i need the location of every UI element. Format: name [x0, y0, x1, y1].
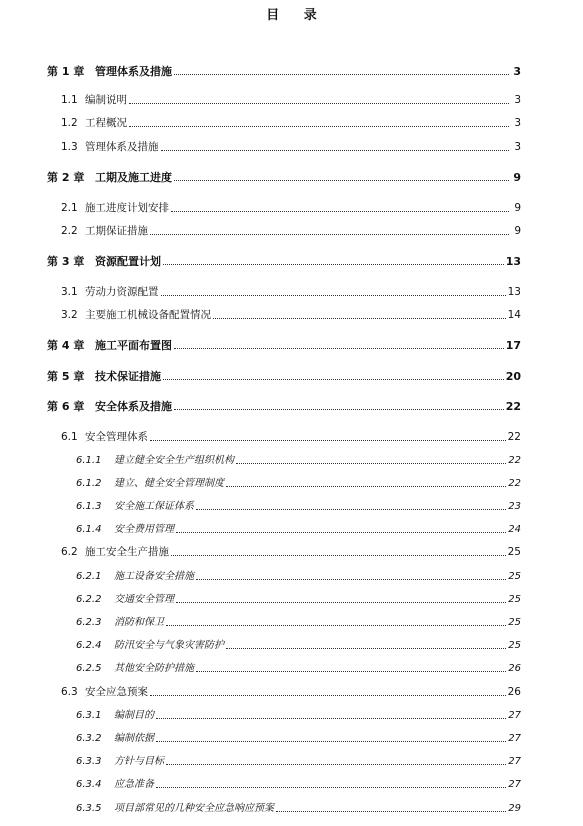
toc-entry-page-number: 25 — [507, 546, 521, 558]
toc-entry-number: 1.2 — [61, 117, 78, 129]
toc-dot-leader — [156, 740, 506, 742]
toc-entry-level-3[interactable] — [76, 729, 521, 745]
toc-entry-title: 管理体系及措施 — [95, 65, 172, 78]
toc-entry-number: 第 4 章 — [47, 339, 85, 352]
toc-entry-level-3[interactable] — [76, 590, 521, 606]
toc-entry-level-2[interactable] — [61, 543, 521, 559]
toc-entry-number: 6.2.3 — [76, 617, 102, 628]
toc-entry-page-number: 17 — [505, 339, 521, 352]
toc-entry-page-number: 25 — [508, 617, 521, 628]
toc-entry-title: 应急准备 — [114, 779, 154, 790]
toc-entry-number: 6.2 — [61, 546, 78, 558]
toc-entry-number: 6.1.3 — [76, 501, 102, 512]
toc-entry-level-3[interactable] — [76, 497, 521, 513]
toc-entry-title: 资源配置计划 — [95, 255, 161, 268]
toc-entry-page-number: 13 — [507, 286, 521, 298]
toc-dot-leader — [156, 717, 506, 719]
toc-entry-number: 6.2.4 — [76, 640, 102, 651]
toc-dot-leader — [171, 554, 506, 556]
toc-entry-number: 1.3 — [61, 141, 78, 153]
toc-entry-number: 3.1 — [61, 286, 78, 298]
toc-entry-page-number: 27 — [508, 756, 521, 767]
toc-dot-leader — [150, 439, 506, 441]
toc-entry-title: 施工平面布置图 — [95, 339, 172, 352]
toc-entry-page-number: 22 — [508, 455, 521, 466]
toc-entry-number: 6.3.1 — [76, 710, 102, 721]
toc-entry-number: 6.2.2 — [76, 594, 102, 605]
toc-entry-title: 工期保证措施 — [85, 225, 148, 237]
toc-entry-number: 第 3 章 — [47, 255, 85, 268]
toc-entry-page-number: 27 — [508, 733, 521, 744]
toc-entry-number: 1.1 — [61, 94, 78, 106]
toc-dot-leader — [161, 294, 506, 296]
toc-entry-number: 6.3 — [61, 686, 78, 698]
toc-entry-number: 6.3.2 — [76, 733, 102, 744]
toc-dot-leader — [150, 233, 509, 235]
toc-entry-page-number: 27 — [508, 710, 521, 721]
toc-entry-title: 其他安全防护措施 — [114, 663, 194, 674]
toc-entry-level-1[interactable] — [47, 252, 521, 268]
toc-entry-level-3[interactable] — [76, 636, 521, 652]
toc-dot-leader — [174, 179, 509, 181]
toc-entry-title: 交通安全管理 — [114, 594, 174, 605]
toc-entry-level-2[interactable] — [61, 91, 521, 107]
toc-entry-title: 防汛安全与气象灾害防护 — [114, 640, 224, 651]
toc-entry-number: 第 6 章 — [47, 400, 85, 413]
toc-entry-level-3[interactable] — [76, 752, 521, 768]
toc-entry-page-number: 27 — [508, 779, 521, 790]
toc-entry-number: 6.1 — [61, 431, 78, 443]
toc-entry-page-number: 22 — [505, 400, 521, 413]
toc-entry-title: 项目部常见的几种安全应急响应预案 — [114, 803, 274, 814]
toc-entry-level-2[interactable] — [61, 138, 521, 154]
toc-entry-level-1[interactable] — [47, 336, 521, 352]
toc-entry-title: 编制目的 — [114, 710, 154, 721]
toc-entry-level-2[interactable] — [61, 683, 521, 699]
toc-entry-title: 建立、健全安全管理制度 — [114, 478, 224, 489]
toc-dot-leader — [174, 408, 504, 410]
toc-dot-leader — [161, 149, 510, 151]
toc-dot-leader — [166, 763, 506, 765]
toc-entry-level-3[interactable] — [76, 520, 521, 536]
toc-entry-number: 6.3.3 — [76, 756, 102, 767]
toc-entry-page-number: 13 — [505, 255, 521, 268]
toc-entry-page-number: 24 — [508, 524, 521, 535]
toc-entry-page-number: 14 — [507, 309, 521, 321]
toc-dot-leader — [174, 347, 504, 349]
toc-dot-leader — [129, 102, 509, 104]
toc-entry-level-3[interactable] — [76, 451, 521, 467]
toc-entry-page-number: 26 — [508, 663, 521, 674]
toc-entry-number: 6.1.4 — [76, 524, 102, 535]
toc-entry-level-3[interactable] — [76, 567, 521, 583]
page-title: 目 录 — [266, 8, 327, 23]
toc-entry-page-number: 9 — [514, 225, 521, 237]
toc-entry-page-number: 25 — [508, 640, 521, 651]
toc-dot-leader — [129, 125, 509, 127]
toc-entry-title: 安全体系及措施 — [95, 400, 172, 413]
toc-entry-page-number: 25 — [508, 571, 521, 582]
toc-dot-leader — [163, 263, 504, 265]
toc-entry-number: 第 2 章 — [47, 171, 85, 184]
toc-entry-level-2[interactable] — [61, 428, 521, 444]
toc-entry-page-number: 26 — [507, 686, 521, 698]
toc-entry-number: 第 1 章 — [47, 65, 85, 78]
toc-dot-leader — [276, 810, 506, 812]
toc-dot-leader — [150, 694, 506, 696]
toc-entry-level-2[interactable] — [61, 306, 521, 322]
toc-entry-level-2[interactable] — [61, 222, 521, 238]
toc-entry-page-number: 23 — [508, 501, 521, 512]
toc-entry-title: 编制说明 — [85, 94, 127, 106]
toc-entry-title: 主要施工机械设备配置情况 — [85, 309, 211, 321]
toc-dot-leader — [196, 578, 506, 580]
toc-entry-title: 安全管理体系 — [85, 431, 148, 443]
toc-entry-number: 2.2 — [61, 225, 78, 237]
toc-dot-leader — [196, 508, 506, 510]
toc-entry-page-number: 9 — [514, 202, 521, 214]
toc-entry-title: 施工设备安全措施 — [114, 571, 194, 582]
toc-entry-page-number: 3 — [514, 117, 521, 129]
toc-entry-level-2[interactable] — [61, 199, 521, 215]
toc-dot-leader — [226, 485, 506, 487]
toc-dot-leader — [176, 531, 506, 533]
toc-entry-level-1[interactable] — [47, 367, 521, 383]
toc-entry-title: 施工安全生产措施 — [85, 546, 169, 558]
toc-entry-number: 6.3.5 — [76, 803, 102, 814]
toc-dot-leader — [171, 210, 509, 212]
toc-entry-page-number: 3 — [514, 94, 521, 106]
toc-dot-leader — [174, 73, 509, 75]
toc-entry-level-1[interactable] — [47, 62, 521, 78]
toc-entry-title: 消防和保卫 — [114, 617, 164, 628]
toc-entry-title: 建立健全安全生产组织机构 — [114, 455, 234, 466]
toc-entry-level-1[interactable] — [47, 168, 521, 184]
toc-entry-number: 6.1.1 — [76, 455, 102, 466]
toc-dot-leader — [176, 601, 506, 603]
toc-entry-page-number: 22 — [507, 431, 521, 443]
toc-entry-title: 方针与目标 — [114, 756, 164, 767]
toc-entry-title: 技术保证措施 — [95, 370, 161, 383]
toc-entry-page-number: 3 — [513, 65, 521, 78]
toc-entry-level-2[interactable] — [61, 283, 521, 299]
toc-entry-level-3[interactable] — [76, 613, 521, 629]
toc-entry-number: 6.1.2 — [76, 478, 102, 489]
toc-entry-number: 第 5 章 — [47, 370, 85, 383]
toc-entry-title: 施工进度计划安排 — [85, 202, 169, 214]
toc-dot-leader — [196, 670, 506, 672]
toc-entry-title: 编制依据 — [114, 733, 154, 744]
toc-entry-title: 安全施工保证体系 — [114, 501, 194, 512]
toc-dot-leader — [166, 624, 506, 626]
toc-entry-level-3[interactable] — [76, 706, 521, 722]
toc-entry-number: 6.2.1 — [76, 571, 102, 582]
toc-dot-leader — [236, 462, 506, 464]
toc-entry-title: 管理体系及措施 — [85, 141, 159, 153]
toc-entry-page-number: 22 — [508, 478, 521, 489]
toc-entry-page-number: 20 — [505, 370, 521, 383]
toc-entry-level-3[interactable] — [76, 799, 521, 815]
toc-entry-page-number: 29 — [508, 803, 521, 814]
toc-entry-title: 劳动力资源配置 — [85, 286, 159, 298]
toc-entry-level-1[interactable] — [47, 397, 521, 413]
toc-dot-leader — [213, 317, 506, 319]
toc-dot-leader — [226, 647, 506, 649]
toc-entry-page-number: 25 — [508, 594, 521, 605]
toc-entry-title: 安全应急预案 — [85, 686, 148, 698]
toc-entry-level-3[interactable] — [76, 775, 521, 791]
toc-dot-leader — [163, 378, 504, 380]
toc-entry-number: 3.2 — [61, 309, 78, 321]
toc-entry-level-3[interactable] — [76, 659, 521, 675]
toc-entry-title: 工期及施工进度 — [95, 171, 172, 184]
toc-entry-title: 安全费用管理 — [114, 524, 174, 535]
toc-entry-number: 2.1 — [61, 202, 78, 214]
toc-entry-number: 6.2.5 — [76, 663, 102, 674]
toc-entry-level-3[interactable] — [76, 474, 521, 490]
toc-entry-number: 6.3.4 — [76, 779, 102, 790]
toc-entry-page-number: 9 — [513, 171, 521, 184]
toc-entry-title: 工程概况 — [85, 117, 127, 129]
toc-dot-leader — [156, 786, 506, 788]
toc-entry-level-2[interactable] — [61, 114, 521, 130]
toc-entry-page-number: 3 — [514, 141, 521, 153]
